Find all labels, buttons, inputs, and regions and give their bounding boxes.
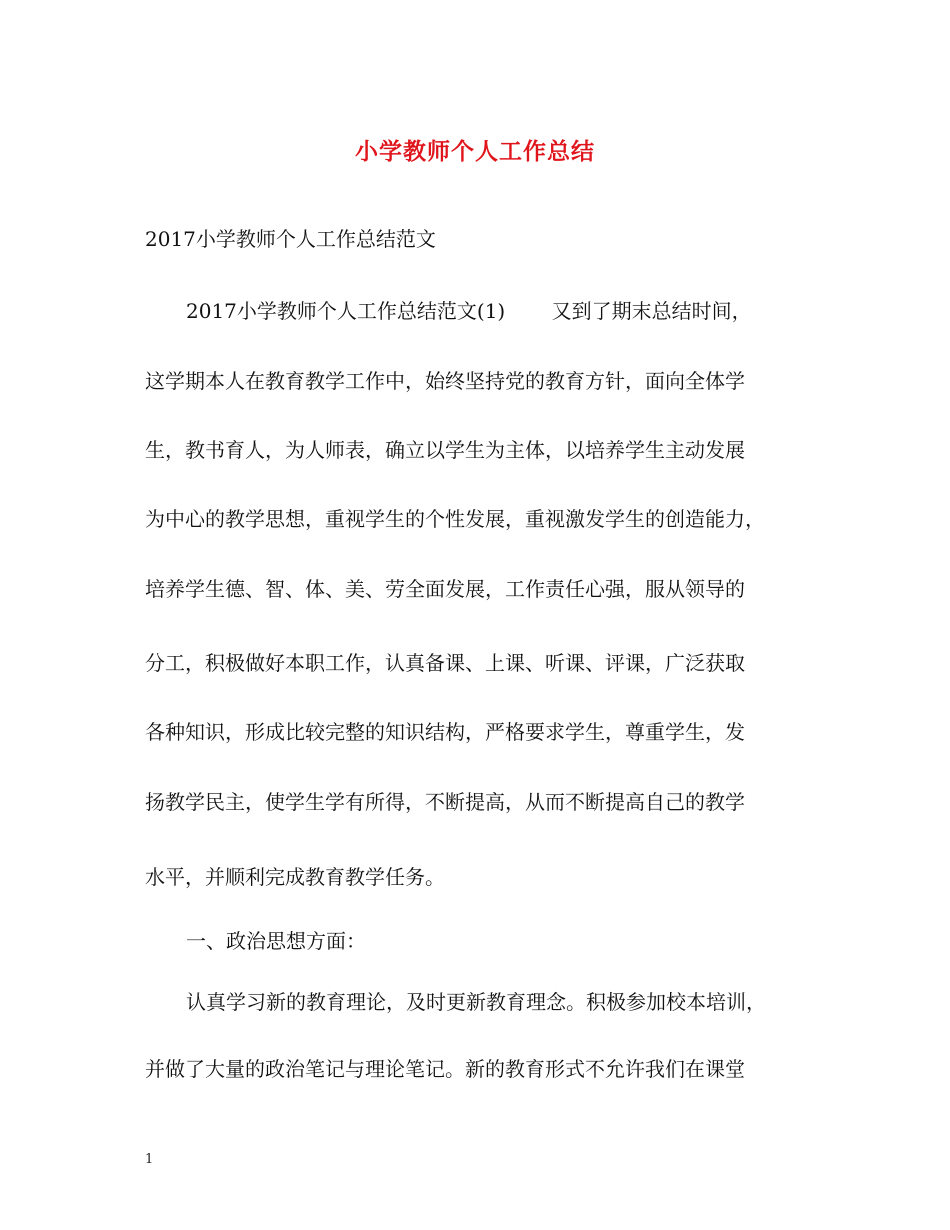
paragraph-line: 分工，积极做好本职工作，认真备课、上课、听课、评课，广泛获取 [145,651,745,675]
paragraph-line: 扬教学民主，使学生学有所得，不断提高，从而不断提高自己的教学 [145,790,745,814]
section-heading: 一、政治思想方面： [186,929,366,953]
paragraph-line: 水平，并顺利完成教育教学任务。 [145,865,445,889]
paragraph-line: 生，教书育人，为人师表，确立以学生为主体，以培养学生主动发展 [145,438,745,462]
document-title: 小学教师个人工作总结 [355,138,595,165]
paragraph-line: 为中心的教学思想，重视学生的个性发展，重视激发学生的创造能力， [145,507,765,531]
paragraph-line: 2017小学教师个人工作总结范文(1) 又到了期末总结时间， [186,299,752,323]
paragraph-line: 这学期本人在教育教学工作中，始终坚持党的教育方针，面向全体学 [145,369,745,393]
paragraph-line: 认真学习新的教育理论，及时更新教育理念。积极参加校本培训， [186,990,766,1014]
page-number: 1 [145,1152,154,1167]
paragraph-line: 各种知识，形成比较完整的知识结构，严格要求学生，尊重学生，发 [145,720,745,744]
paragraph-line: 并做了大量的政治笔记与理论笔记。新的教育形式不允许我们在课堂 [145,1057,745,1081]
paragraph-line: 培养学生德、智、体、美、劳全面发展，工作责任心强，服从领导的 [145,577,745,601]
document-subtitle: 2017小学教师个人工作总结范文 [145,227,436,251]
